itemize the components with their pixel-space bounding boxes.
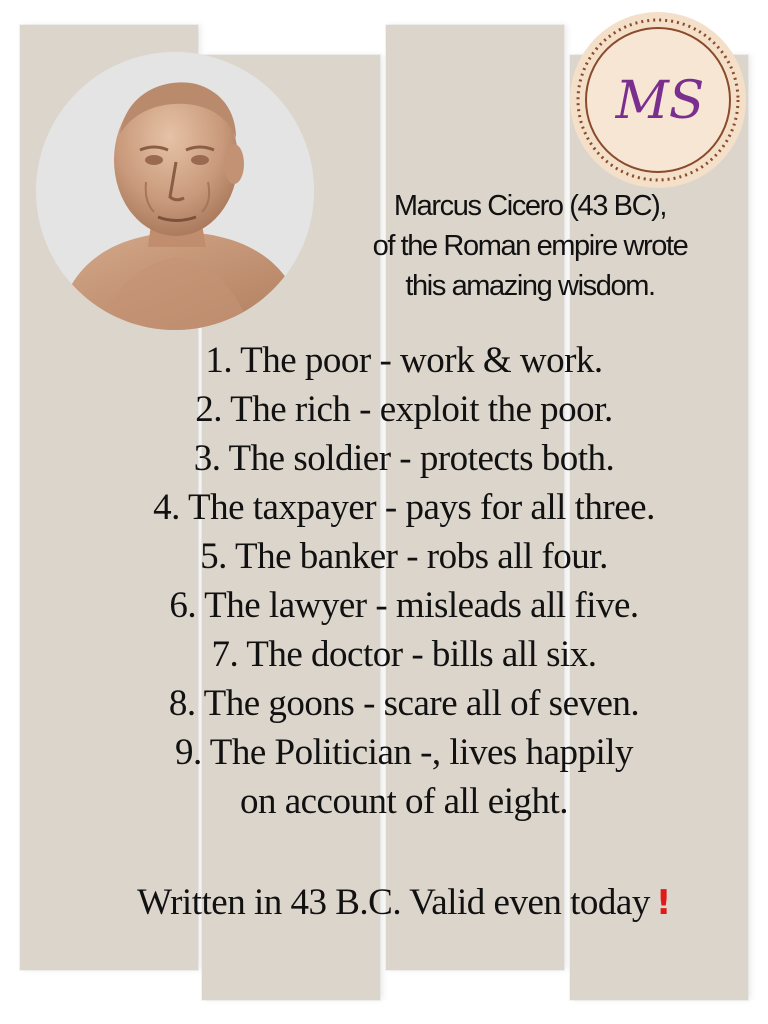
list-item-continuation: on account of all eight. [239,781,569,822]
list-item: 7. The doctor - bills all six. [211,634,597,675]
list-item: 8. The goons - scare all of seven. [168,683,640,724]
logo-monogram: MS [615,71,705,131]
list-item: 3. The soldier - protects both. [193,438,615,479]
intro-line-1: Marcus Cicero (43 BC), [393,190,667,222]
intro-line-3: this amazing wisdom. [405,270,655,302]
exclamation-icon: ! [655,883,671,923]
ms-monogram-logo [568,10,748,190]
list-item: 9. The Politician -, lives happily [174,732,634,773]
wisdom-list [40,336,768,826]
intro-line-2: of the Roman empire wrote [372,230,688,262]
list-item: 5. The banker - robs all four. [200,536,608,577]
list-item: 4. The taxpayer - pays for all three. [153,487,655,528]
footer-text [40,878,768,928]
list-item: 1. The poor - work & work. [205,340,603,381]
list-item: 2. The rich - exploit the poor. [195,389,613,430]
list-item: 6. The lawyer - misleads all five. [169,585,639,626]
footer-statement: Written in 43 B.C. Valid even today [137,882,650,923]
intro-text [300,186,760,306]
cicero-bust-portrait [36,52,314,330]
